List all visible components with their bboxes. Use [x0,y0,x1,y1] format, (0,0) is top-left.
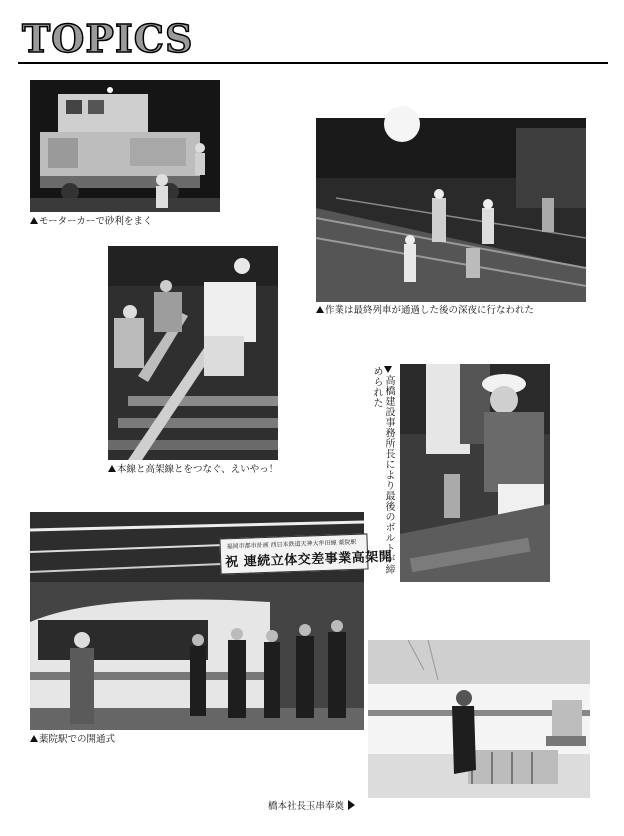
photo-connect [108,246,278,460]
ceremony-banner: 福岡市都市計画 西日本鉄道天神大牟田線 薬院駅 祝 連続立体交差事業高架開 [219,533,368,574]
photo-bolt [400,364,550,582]
photo-tamagushi [368,640,590,798]
triangle-icon [30,217,38,224]
triangle-icon [316,306,324,313]
triangle-right-icon [348,800,355,810]
caption-connect: 本線と高架線とをつなぐ、えいやっ！ [108,464,278,476]
photo-night-work [316,118,586,302]
triangle-icon [30,735,38,742]
caption-bolt: 高橋建設事務所長により最後のボルトが締められた [371,366,394,575]
page-title: TOPICS [22,16,194,61]
page-header [18,10,608,66]
triangle-icon [108,465,116,472]
header-divider [18,62,608,64]
photo-motorcar [30,80,220,212]
caption-tamagushi: 橋本社長玉串奉奠 [268,800,355,813]
caption-opening: 薬院駅での開通式 [30,734,115,746]
photo-opening [30,512,393,730]
caption-night-work: 作業は最終列車が通過した後の深夜に行なわれた [316,305,534,317]
caption-motorcar: モーターカーで砂利をまく [30,216,152,228]
triangle-icon [384,366,392,373]
